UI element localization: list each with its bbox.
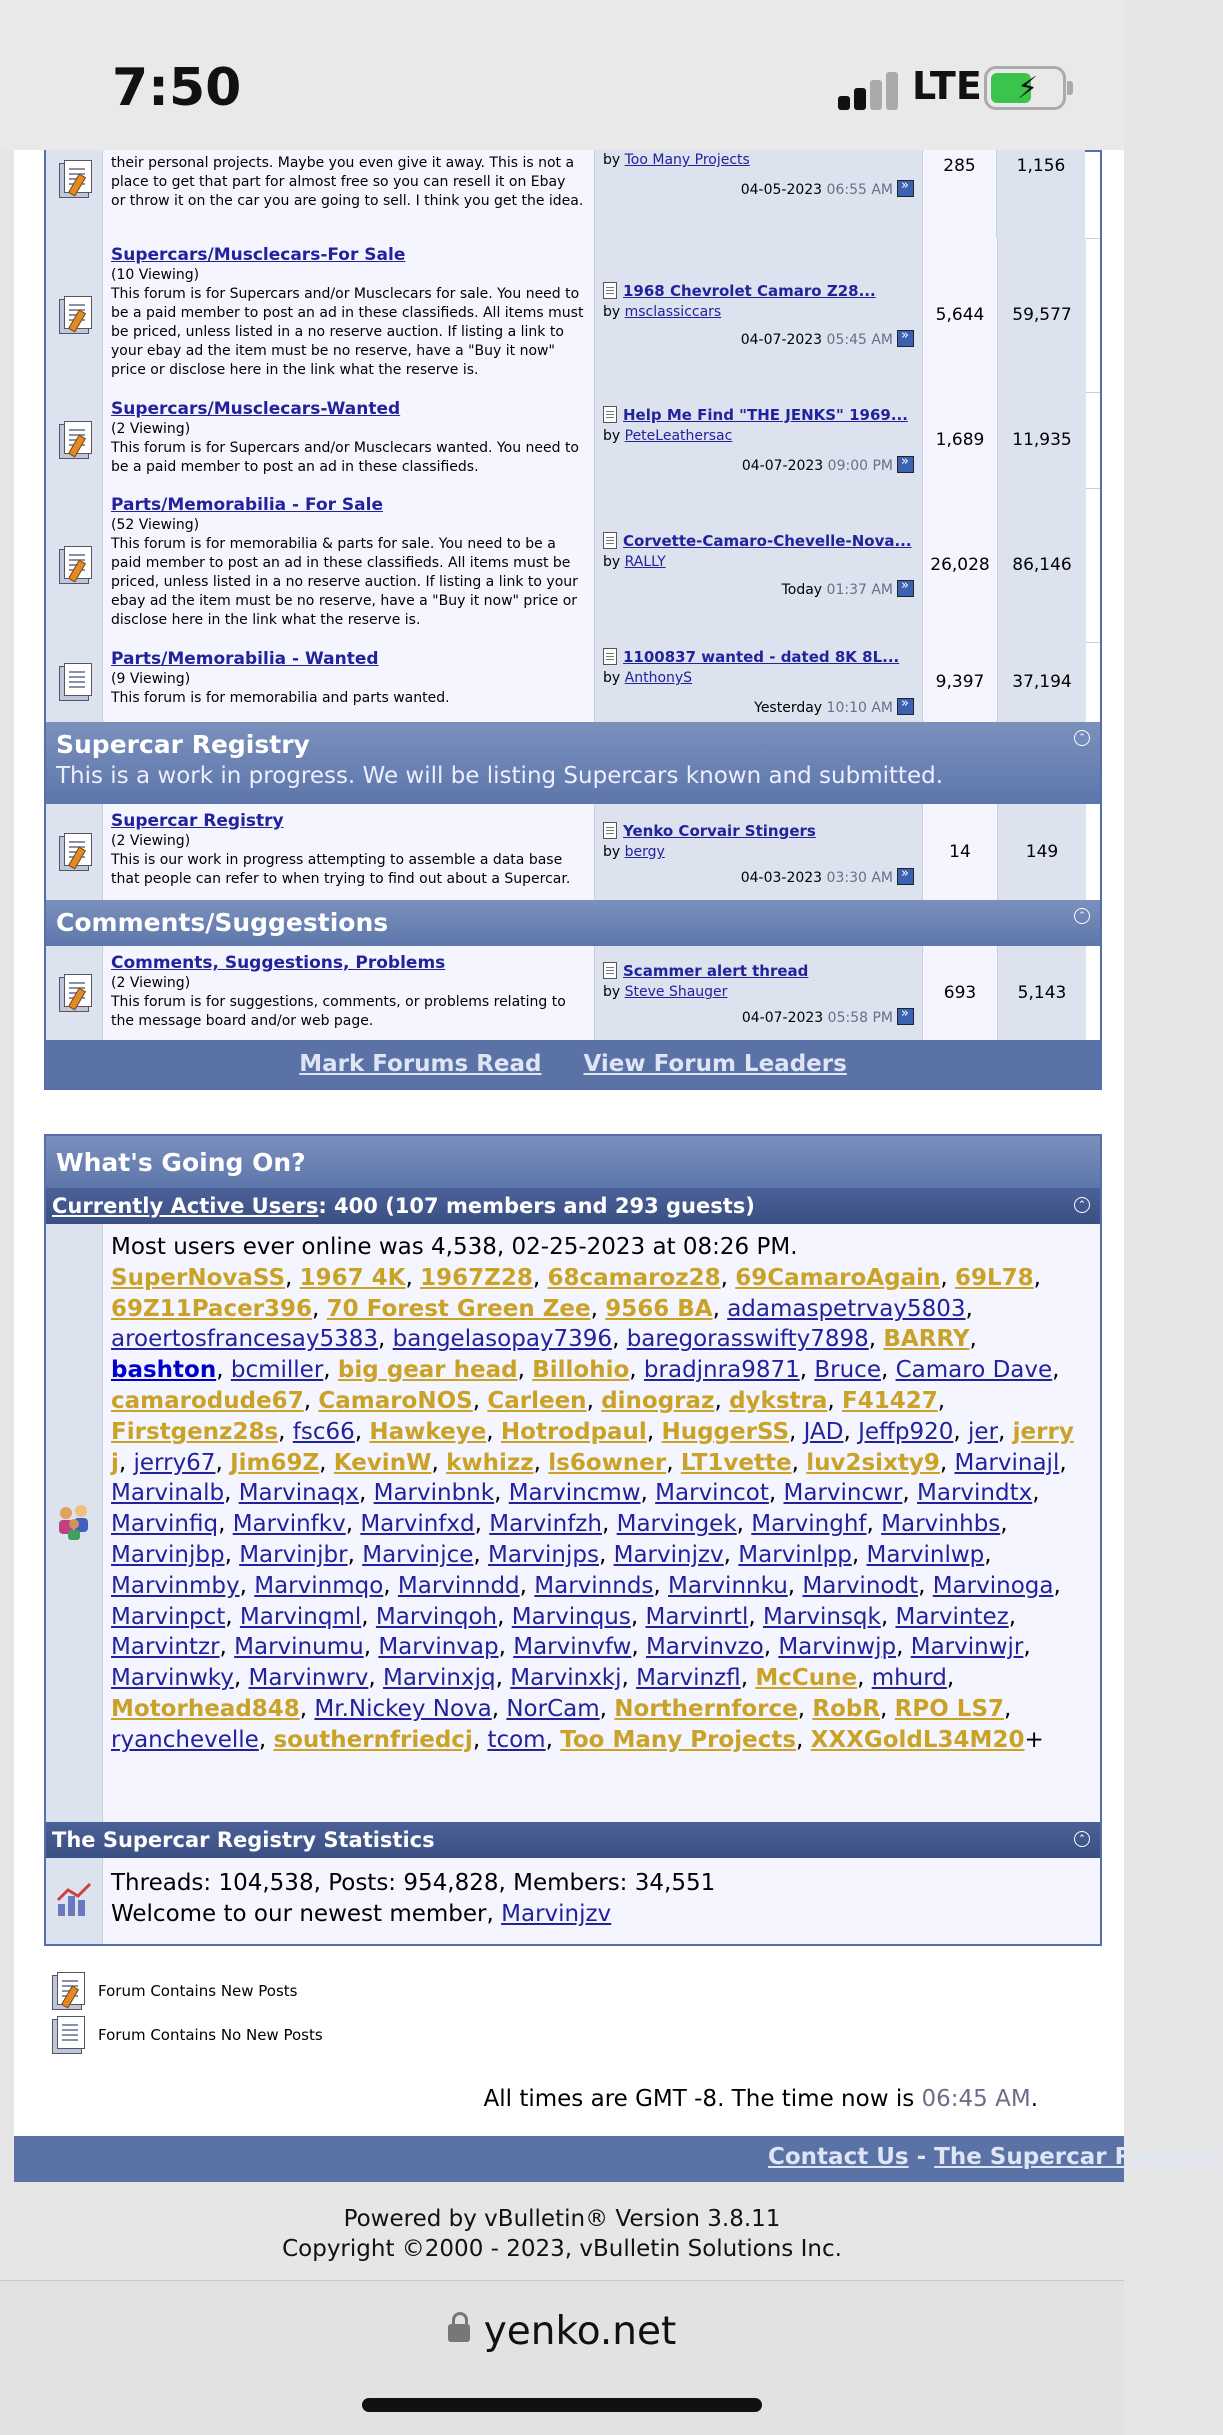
active-user-link[interactable]: 9566 BA [605,1295,713,1322]
last-post-time: 09:00 PM [827,458,893,474]
last-post-by-label: by [603,428,621,444]
last-post-by-label: by [603,670,621,686]
threads-count: 9,397 [923,642,998,722]
active-user-link[interactable]: Firstgenz28s [111,1418,279,1445]
last-post-author[interactable]: RALLY [624,554,666,570]
last-post-author[interactable]: PeteLeathersac [624,428,733,444]
active-user-link[interactable]: Marvinqus [511,1603,631,1630]
active-user-link[interactable]: dinograz [601,1387,715,1414]
forum-row [46,488,1100,643]
active-user-link[interactable]: 69CamaroAgain [735,1264,941,1291]
posts-count: 59,577 [998,238,1086,392]
active-user-link[interactable]: RobR [812,1695,881,1722]
whats-going-on-title: What's Going On? [46,1136,1100,1188]
forum-title-link[interactable]: Parts/Memorabilia - For Sale [111,495,383,515]
last-post-date: 04-03-2023 [740,870,823,886]
active-user-link[interactable]: 69Z11Pacer396 [111,1295,313,1322]
forum-info-cell [103,392,595,488]
active-user-link[interactable]: LT1vette [680,1449,792,1476]
active-user-link[interactable]: Billohio [532,1357,630,1384]
active-user-link[interactable]: BARRY [883,1326,970,1353]
last-post-author[interactable]: Steve Shauger [624,984,728,1000]
go-to-last-post-icon[interactable] [897,330,914,347]
copyright-line: Copyright ©2000 - 2023, vBulletin Solutions Inc. [282,2236,842,2262]
active-user-link[interactable]: Marvinqml [239,1603,362,1630]
go-to-last-post-icon[interactable] [897,580,914,597]
last-post-date: 04-07-2023 [741,1010,824,1026]
forum-status-icon-cell [46,946,103,1040]
legend-no-new-posts [50,2016,323,2054]
active-user-link[interactable]: Marvinlwp [866,1541,985,1568]
legend-new-posts [50,1972,298,2010]
active-user-link[interactable]: 1967 4K [299,1264,406,1291]
forum-row [46,238,1100,393]
active-user-link[interactable]: big gear head [337,1357,518,1384]
last-post-date: Today [781,582,823,598]
active-user-link[interactable]: McCune [755,1665,858,1692]
active-user-link[interactable]: 70 Forest Green Zee [326,1295,591,1322]
last-post-cell [595,804,923,900]
view-forum-leaders-link[interactable]: View Forum Leaders [583,1051,847,1077]
last-post-title-link[interactable]: Corvette-Camaro-Chevelle-Nova... [623,532,912,550]
active-user-link[interactable]: Jim69Z [230,1449,320,1476]
users-online-icon [54,1502,94,1542]
active-user-link[interactable]: mhurd [871,1665,947,1692]
threads-count: 26,028 [923,488,998,642]
forum-description: This forum is for memorabilia & parts for sale. You need to be a paid member to post an ad in these classifieds. All items must be priced, unless listed in a no reserve auction. If listing a link to your ebay ad the item must be no reserve, have a "Buy it now" price or disclose here in the link what the reserve is. [111,536,578,628]
forum-row [46,642,1100,723]
forum-title-link[interactable]: Supercars/Musclecars-Wanted [111,399,401,419]
web-page [14,150,1223,2182]
forum-viewing-count: (2 Viewing) [111,975,191,991]
active-user-link[interactable]: aroertosfrancesay5383 [111,1326,379,1353]
active-user-link[interactable]: Marvinvzo [645,1634,764,1661]
last-post-title-link[interactable]: 1100837 wanted - dated 8K 8L... [623,648,900,666]
forum-title-link[interactable]: Supercars/Musclecars-For Sale [111,245,406,265]
last-post-by-label: by [603,844,621,860]
active-user-link[interactable]: HuggerSS [661,1418,790,1445]
forum-viewing-count: (52 Viewing) [111,517,200,533]
last-post-author[interactable]: bergy [624,844,665,860]
active-user-link[interactable]: Marvinvfw [513,1634,632,1661]
forum-status-icon-cell [46,150,103,238]
active-user-link[interactable]: Marvinnds [534,1572,654,1599]
forum-row [46,946,1100,1041]
category-header-registry [46,722,1100,804]
timezone-suffix: . [1030,2086,1038,2112]
battery-icon: ⚡ [984,66,1066,110]
active-user-link[interactable]: Marvincmw [508,1480,641,1507]
category-header-comments [46,900,1100,946]
threads-count: 285 [923,150,997,238]
last-post-by-label: by [603,304,621,320]
signal-icon [838,72,898,110]
posts-count: 11,935 [998,392,1086,488]
stats-chart-icon [54,1880,94,1920]
last-post-cell [595,946,923,1040]
active-user-link[interactable]: jer [968,1418,999,1445]
last-post-time: 01:37 AM [826,582,893,598]
last-post-date: 04-07-2023 [741,458,824,474]
status-bar [0,0,1124,150]
active-user-link[interactable]: Marvinwjr [910,1634,1024,1661]
active-user-link[interactable]: jerry j [111,1418,1074,1476]
active-user-link[interactable]: jerry67 [133,1449,216,1476]
active-user-link[interactable]: ls6owner [548,1449,667,1476]
active-user-link[interactable]: Marvincot [655,1480,769,1507]
last-post-by-label: by [603,984,621,1000]
forum-new-posts-icon [57,974,91,1012]
footer-separator: - [908,2144,935,2170]
active-user-link[interactable]: 69L78 [954,1264,1034,1291]
stats-cell [103,1858,1100,1944]
current-time: 06:45 AM [921,2086,1031,2112]
active-user-link[interactable]: Marvinnku [668,1572,788,1599]
go-to-last-post-icon[interactable] [897,868,914,885]
forum-info-cell [103,238,595,392]
forum-viewing-count: (10 Viewing) [111,267,200,283]
active-user-link[interactable]: Hotrodpaul [500,1418,647,1445]
threads-count: 14 [923,804,998,900]
forum-no-new-posts-icon [57,663,91,701]
active-user-link[interactable]: Motorhead848 [111,1695,300,1722]
active-user-link[interactable]: luv2sixty9 [806,1449,940,1476]
active-user-link[interactable]: Marvinumu [234,1634,364,1661]
category-title: Comments/Suggestions [56,908,389,937]
active-user-link[interactable]: Marvinmqo [254,1572,384,1599]
go-to-last-post-icon[interactable] [897,180,914,197]
forum-row [46,392,1100,489]
posts-count: 149 [998,804,1086,900]
active-user-link[interactable]: Marvinxjq [383,1665,496,1692]
active-users-stats: : 400 (107 members and 293 guests) [318,1194,755,1218]
active-user-link[interactable]: bashton [111,1357,217,1384]
forum-info-cell [103,150,595,238]
active-user-link[interactable]: Marvinqoh [375,1603,498,1630]
legend-new-posts-label: Forum Contains New Posts [98,1982,298,2000]
active-user-link[interactable]: Marvinjbr [239,1541,348,1568]
forum-table [44,150,1102,1090]
threads-count: 693 [923,946,998,1040]
collapse-icon[interactable]: ⌃ [1074,730,1090,746]
newest-member-link[interactable]: Marvinjzv [501,1900,612,1927]
forum-new-posts-icon [57,546,91,584]
forum-description: This forum is for Supercars and/or Musclecars wanted. You need to be a paid member to post an ad in these classifieds. [111,440,580,475]
threads-count: 1,689 [923,392,998,488]
last-post-title-link[interactable]: Yenko Corvair Stingers [623,822,816,840]
active-user-link[interactable]: KevinW [333,1449,432,1476]
network-label: LTE [912,64,982,108]
thread-icon [603,822,617,839]
active-user-link[interactable]: Marvinxkj [510,1665,622,1692]
active-user-link[interactable]: Marvintez [895,1603,1009,1630]
active-user-link[interactable]: Mr.Nickey Nova [314,1695,492,1722]
last-post-author[interactable]: AnthonyS [624,670,693,686]
active-user-link[interactable]: Jeffp920 [858,1418,954,1445]
last-post-author[interactable]: Too Many Projects [624,152,750,168]
active-user-link[interactable]: 1967Z28 [420,1264,533,1291]
powered-by [0,2204,1124,2264]
thread-icon [603,406,617,423]
thread-icon [603,282,617,299]
threads-count: 5,644 [923,238,998,392]
forum-info-cell [103,946,595,1040]
active-user-link[interactable]: fsc66 [292,1418,355,1445]
footer-links-bar [14,2136,1223,2182]
forum-new-posts-icon [57,160,91,198]
active-user-link[interactable]: camarodude67 [111,1387,304,1414]
forum-footer-links [46,1040,1100,1088]
forum-new-posts-icon [50,1972,84,2010]
active-user-link[interactable]: Marvindtx [917,1480,1033,1507]
forum-new-posts-icon [57,421,91,459]
active-user-link[interactable]: Marvinpct [111,1603,226,1630]
site-home-link[interactable]: The Supercar Registry [934,2144,1223,2170]
thread-icon [603,532,617,549]
forum-status-icon-cell [46,804,103,900]
stats-title: The Supercar Registry Statistics [52,1828,435,1852]
active-user-link[interactable]: Too Many Projects [560,1726,797,1753]
forum-new-posts-icon [57,296,91,334]
forum-description: This forum is for Supercars and/or Musclecars for sale. You need to be a paid member to post an ad in these classifieds. All items must be priced, unless listed in a no reserve auction. If listing a link to your ebay ad the item must be no reserve, have a "Buy it now" price or disclose here in the link what the reserve is. [111,286,584,378]
active-user-link[interactable]: Marvinsqk [762,1603,881,1630]
active-user-link[interactable]: Camaro Dave [895,1357,1053,1384]
collapse-icon[interactable]: ⌃ [1074,908,1090,924]
last-post-time: 03:30 AM [826,870,893,886]
active-user-link[interactable]: CamaroNOS [318,1387,473,1414]
active-user-link[interactable]: Marvinlpp [738,1541,852,1568]
newest-member-label: Welcome to our newest member, [111,1900,502,1927]
home-indicator[interactable] [362,2398,762,2412]
forum-description: This forum is for memorabilia and parts wanted. [111,690,450,706]
more-users-indicator: + [1024,1726,1044,1753]
active-user-link[interactable]: Marvinwjp [778,1634,897,1661]
posts-count: 5,143 [998,946,1086,1040]
active-user-link[interactable]: Marvinaqx [238,1480,359,1507]
active-user-link[interactable]: Hawkeye [369,1418,487,1445]
last-post-time: 06:55 AM [826,182,893,198]
last-post-by-label: by [603,152,621,168]
stats-header [46,1822,1100,1858]
active-user-link[interactable]: Marvinfiq [111,1511,219,1538]
active-user-link[interactable]: Marvinodt [802,1572,919,1599]
forum-status-icon-cell [46,642,103,722]
mark-forums-read-link[interactable]: Mark Forums Read [299,1051,542,1077]
active-users-list: SuperNovaSS, 1967 4K, 1967Z28, 68camaroz28, 69CamaroAgain, 69L78, 69Z11Pacer396, 70 Forest Green Zee, 9566 BA, adamaspetrvay5803, aroertosfrancesay5383, bangelasopay7396, baregorasswifty7898, BARRY, bashton, bcmiller, big gear head, Billohio, bradjnra9871, Bruce, Camaro Dave, camarodude67, CamaroNOS, Carleen, dinograz, dykstra, F41427, Firstgenz28s, fsc66, Hawkeye, Hotrodpaul, HuggerSS, JAD, Jeffp920, jer, jerry j, jerry67, Jim69Z, KevinW, kwhizz, ls6owner, LT1vette, luv2sixty9, Marvinajl, Marvinalb, Marvinaqx, Marvinbnk, Marvincmw, Marvincot, Marvincwr, Marvindtx, Marvinfiq, Marvinfkv, Marvinfxd, Marvinfzh, Marvingek, Marvinghf, Marvinhbs, Marvinjbp, Marvinjbr, Marvinjce, Marvinjps, Marvinjzv, Marvinlpp, Marvinlwp, Marvinmby, Marvinmqo, Marvinndd, Marvinnds, Marvinnku, Marvinodt, Marvinoga, Marvinpct, Marvinqml, Marvinqoh, Marvinqus, Marvinrtl, Marvinsqk, Marvintez, Marvintzr, Marvinumu, Marvinvap, Marvinvfw, Marvinvzo, Marvinwjp, Marvinwjr, Marvinwky, Marvinwrv, Marvinxjq, Marvinxkj, Marvinzfl, McCune, mhurd, Motorhead848, Mr.Nickey Nova, NorCam, Northernforce, RobR, RPO LS7, ryanchevelle, southernfriedcj, tcom, Too Many Projects, XXXGoldL34M20+ [111,1264,1074,1753]
active-user-link[interactable]: JAD [803,1418,844,1445]
last-post-title-link[interactable]: Scammer alert thread [623,962,809,980]
last-post-date: 04-05-2023 [740,182,823,198]
collapse-icon[interactable]: ⌃ [1074,1197,1090,1213]
forum-status-icon-cell [46,238,103,392]
active-user-link[interactable]: Marvinndd [397,1572,520,1599]
last-post-time: 10:10 AM [826,700,893,716]
active-user-link[interactable]: Marvinjbp [111,1541,225,1568]
clock: 7:50 [112,58,242,118]
active-user-link[interactable]: Marvinalb [111,1480,225,1507]
forum-description: This forum is for suggestions, comments, or problems relating to the message board and/or web page. [111,994,566,1029]
whats-going-on-box [44,1134,1102,1946]
active-user-link[interactable]: SuperNovaSS [111,1264,286,1291]
forum-title-link[interactable]: Comments, Suggestions, Problems [111,953,446,973]
active-user-link[interactable]: XXXGoldL34M20 [810,1726,1025,1753]
forum-title-link[interactable]: Parts/Memorabilia - Wanted [111,649,379,669]
go-to-last-post-icon[interactable] [897,456,914,473]
forum-description: This is our work in progress attempting to assemble a data base that people can refer to when trying to find out about a Supercar. [111,852,571,887]
active-user-link[interactable]: Marvinmby [111,1572,240,1599]
forum-description: their personal projects. Maybe you even give it away. This is not a place to get that part for almost free so you can resell it on Ebay or throw it on the car you are going to sell. I think you get the idea. [111,155,584,209]
active-user-link[interactable]: Marvinfxd [360,1511,475,1538]
active-user-link[interactable]: Marvinghf [751,1511,867,1538]
active-user-link[interactable]: Marvinjce [362,1541,474,1568]
most-users-ever: Most users ever online was 4,538, 02-25-2023 at 08:26 PM. [111,1234,798,1260]
active-user-link[interactable]: adamaspetrvay5803 [727,1295,966,1322]
last-post-author[interactable]: msclassiccars [624,304,722,320]
timezone-line [14,2086,1038,2112]
last-post-time: 05:58 PM [827,1010,893,1026]
stats-line: Threads: 104,538, Posts: 954,828, Members: 34,551 [111,1870,716,1896]
forum-row [46,804,1100,901]
forum-info-cell [103,642,595,722]
last-post-date: Yesterday [754,700,823,716]
category-title: Supercar Registry [56,730,310,759]
thread-icon [603,962,617,979]
active-user-link[interactable]: Marvinajl [954,1449,1060,1476]
active-user-link[interactable]: baregorasswifty7898 [626,1326,869,1353]
active-user-link[interactable]: Marvingek [616,1511,737,1538]
active-user-link[interactable]: Marvinfkv [232,1511,346,1538]
forum-viewing-count: (2 Viewing) [111,833,191,849]
active-users-header [46,1188,1100,1224]
active-user-link[interactable]: ryanchevelle [111,1726,259,1753]
browser-address-bar[interactable] [0,2280,1124,2435]
active-user-link[interactable]: southernfriedcj [273,1726,473,1753]
powered-by-line: Powered by vBulletin® Version 3.8.11 [343,2206,781,2232]
active-user-link[interactable]: tcom [487,1726,546,1753]
forum-viewing-count: (2 Viewing) [111,421,191,437]
active-user-link[interactable]: Marvinbnk [373,1480,495,1507]
active-user-link[interactable]: RPO LS7 [894,1695,1005,1722]
category-description: This is a work in progress. We will be listing Supercars known and submitted. [56,763,944,789]
forum-viewing-count: (9 Viewing) [111,671,191,687]
last-post-cell [595,150,923,238]
active-user-link[interactable]: 68camaroz28 [547,1264,721,1291]
active-users-link[interactable]: Currently Active Users [52,1194,319,1218]
forum-status-icon-cell [46,488,103,642]
forum-new-posts-icon [57,833,91,871]
lock-icon [448,2324,470,2342]
active-user-link[interactable]: Marvinwky [111,1665,234,1692]
active-user-link[interactable]: Marvinoga [932,1572,1054,1599]
active-user-link[interactable]: Marvincwr [783,1480,903,1507]
url-text[interactable]: yenko.net [483,2309,677,2354]
active-user-link[interactable]: Northernforce [614,1695,798,1722]
forum-info-cell [103,804,595,900]
active-user-link[interactable]: bradjnra9871 [643,1357,800,1384]
last-post-date: 04-07-2023 [740,332,823,348]
active-user-link[interactable]: Marvintzr [111,1634,220,1661]
active-user-link[interactable]: Marvinvap [378,1634,499,1661]
last-post-cell [595,642,923,722]
active-user-link[interactable]: Marvinrtl [645,1603,749,1630]
last-post-by-label: by [603,554,621,570]
active-user-link[interactable]: NorCam [506,1695,600,1722]
active-user-link[interactable]: F41427 [842,1387,938,1414]
active-user-link[interactable]: Marvinjps [488,1541,599,1568]
active-users-list-cell [103,1224,1100,1822]
posts-count: 37,194 [998,642,1086,722]
stats-icon-cell [46,1858,103,1944]
go-to-last-post-icon[interactable] [897,698,914,715]
active-users-icon-cell [46,1224,103,1822]
active-user-link[interactable]: bangelasopay7396 [392,1326,613,1353]
posts-count: 86,146 [998,488,1086,642]
active-user-link[interactable]: Marvinhbs [881,1511,1001,1538]
active-user-link[interactable]: Marvinjzv [613,1541,724,1568]
forum-row [46,150,1100,239]
forum-info-cell [103,488,595,642]
active-user-link[interactable]: Marvinwrv [248,1665,369,1692]
active-user-link[interactable]: bcmiller [230,1357,324,1384]
forum-status-icon-cell [46,392,103,488]
collapse-icon[interactable]: ⌃ [1074,1831,1090,1847]
active-user-link[interactable]: dykstra [729,1387,828,1414]
posts-count: 1,156 [997,150,1085,238]
active-user-link[interactable]: Marvinfzh [489,1511,602,1538]
active-user-link[interactable]: Carleen [487,1387,587,1414]
active-user-link[interactable]: kwhizz [446,1449,534,1476]
last-post-title-link[interactable]: 1968 Chevrolet Camaro Z28... [623,282,876,300]
timezone-prefix: All times are GMT -8. The time now is [483,2086,922,2112]
last-post-title-link[interactable]: Help Me Find "THE JENKS" 1969... [623,406,908,424]
last-post-cell [595,238,923,392]
active-user-link[interactable]: Bruce [814,1357,881,1384]
legend-no-new-posts-label: Forum Contains No New Posts [98,2026,323,2044]
active-user-link[interactable]: Marvinzfl [636,1665,741,1692]
last-post-time: 05:45 AM [826,332,893,348]
thread-icon [603,648,617,665]
contact-us-link[interactable]: Contact Us [768,2144,909,2170]
go-to-last-post-icon[interactable] [897,1008,914,1025]
last-post-cell [595,488,923,642]
forum-no-new-posts-icon [50,2016,84,2054]
last-post-cell [595,392,923,488]
forum-title-link[interactable]: Supercar Registry [111,811,284,831]
